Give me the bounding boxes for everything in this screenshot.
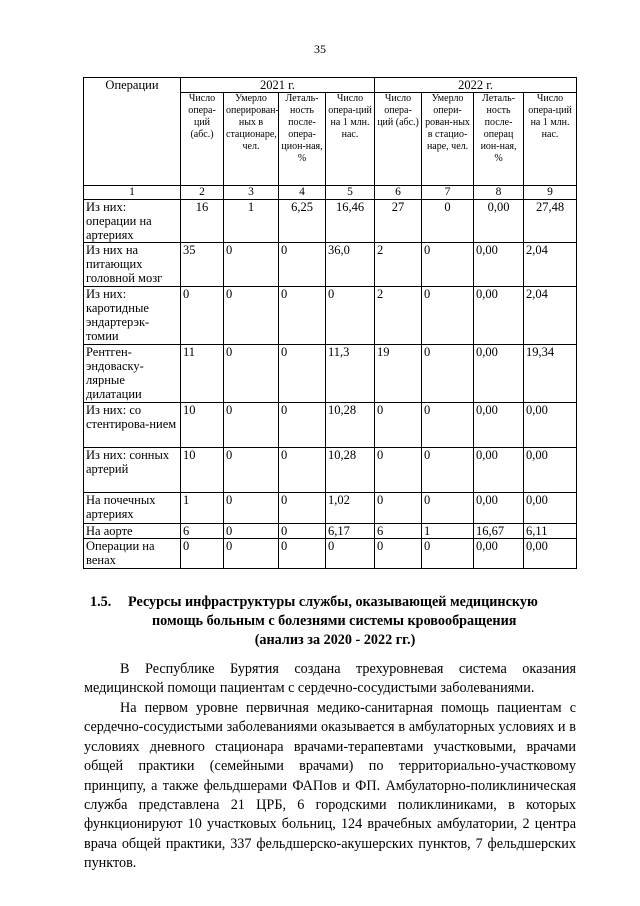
table-cell: 0 bbox=[224, 403, 279, 448]
table-cell: 0,00 bbox=[474, 200, 524, 243]
row-label: На аорте bbox=[84, 524, 181, 539]
paragraph: На первом уровне первичная медико-санитарная помощь пациентам с сердечно-сосудистыми заболеваниями оказывается в амбулаторных условиях и в условиях дневного стационара врачами-терапевтами участковыми, врачами общей практики (семейными врачами) по территориально-участковому принципу, а также фельдшерами ФАПов и ФП. Амбулаторно-поликлиническая служба представлена 21 ЦРБ, 6 городскими поликлиниками, в которых функционируют 10 участковых больниц, 124 врачебных амбулатории, 2 центра врача общей практики, 337 фельдшерско-акушерских пунктов, 7 фельдшерских пунктов. bbox=[84, 700, 576, 872]
table-cell: 2,04 bbox=[524, 243, 577, 287]
operations-table bbox=[83, 77, 577, 569]
column-number: 5 bbox=[326, 186, 375, 200]
table-cell: 0 bbox=[181, 539, 224, 569]
table-cell: 16,46 bbox=[326, 200, 375, 243]
table-cell: 6 bbox=[375, 524, 422, 539]
table-cell: 0,00 bbox=[524, 448, 577, 493]
table-cell: 16 bbox=[181, 200, 224, 243]
header-ops-count-2022: Число опера-ций (абс.) bbox=[375, 93, 422, 186]
header-per-million-2021: Число опера-ций на 1 млн. нас. bbox=[326, 93, 375, 186]
table-cell: 0 bbox=[375, 539, 422, 569]
table-row bbox=[84, 493, 577, 524]
section-title-line-2: помощь больным с болезнями системы кровообращения bbox=[152, 613, 517, 629]
section-title-line-3: (анализ за 2020 - 2022 гг.) bbox=[254, 632, 416, 648]
table-cell: 0,00 bbox=[524, 539, 577, 569]
table-cell: 0 bbox=[224, 287, 279, 345]
table-cell: 10,28 bbox=[326, 448, 375, 493]
table-cell: 1 bbox=[422, 524, 474, 539]
table-cell: 19 bbox=[375, 345, 422, 403]
table-cell: 0 bbox=[422, 403, 474, 448]
table-cell: 0,00 bbox=[474, 243, 524, 287]
table-cell: 0 bbox=[375, 403, 422, 448]
table-cell: 0,00 bbox=[524, 403, 577, 448]
table-cell: 0 bbox=[422, 287, 474, 345]
table-row bbox=[84, 448, 577, 493]
table-cell: 0 bbox=[279, 524, 326, 539]
row-label: Из них: сонных артерий bbox=[84, 448, 181, 493]
header-operations: Операции bbox=[84, 78, 181, 186]
column-number: 2 bbox=[181, 186, 224, 200]
column-number: 8 bbox=[474, 186, 524, 200]
table-cell: 36,0 bbox=[326, 243, 375, 287]
table-cell: 0 bbox=[224, 448, 279, 493]
column-number: 3 bbox=[224, 186, 279, 200]
table-cell: 6,11 bbox=[524, 524, 577, 539]
table-cell: 0,00 bbox=[474, 493, 524, 524]
paragraph-intro bbox=[84, 660, 576, 699]
table-cell: 6 bbox=[181, 524, 224, 539]
table-row bbox=[84, 345, 577, 403]
header-died-2021: Умерло оперирован-ных в стационаре, чел. bbox=[224, 93, 279, 186]
table-cell: 11,3 bbox=[326, 345, 375, 403]
table-cell: 10 bbox=[181, 448, 224, 493]
table-cell: 10,28 bbox=[326, 403, 375, 448]
table-cell: 0,00 bbox=[524, 493, 577, 524]
table-cell: 0 bbox=[279, 243, 326, 287]
header-year-2021: 2021 г. bbox=[181, 78, 375, 93]
table-cell: 1 bbox=[181, 493, 224, 524]
table-cell: 0,00 bbox=[474, 539, 524, 569]
table-cell: 0 bbox=[224, 243, 279, 287]
column-number: 6 bbox=[375, 186, 422, 200]
table-cell: 6,25 bbox=[279, 200, 326, 243]
table-cell: 6,17 bbox=[326, 524, 375, 539]
section-number: 1.5. bbox=[90, 594, 112, 610]
table-cell: 0 bbox=[375, 448, 422, 493]
paragraph: В Республике Бурятия создана трехуровневая система оказания медицинской помощи пациентам с сердечно-сосудистыми заболеваниями. bbox=[84, 661, 576, 697]
table-cell: 2 bbox=[375, 243, 422, 287]
table-cell: 0 bbox=[279, 539, 326, 569]
column-number: 9 bbox=[524, 186, 577, 200]
table-cell: 0 bbox=[422, 539, 474, 569]
page-number: 35 bbox=[314, 42, 326, 56]
section-title-line-1: Ресурсы инфраструктуры службы, оказывающей медицинскую bbox=[128, 594, 538, 610]
table-cell: 0 bbox=[181, 287, 224, 345]
row-label: На почечных артериях bbox=[84, 493, 181, 524]
paragraph-first-level bbox=[84, 699, 576, 874]
row-label: Из них: со стентирова-нием bbox=[84, 403, 181, 448]
row-label: Рентген-эндоваску-лярные дилатации bbox=[84, 345, 181, 403]
table-cell: 0 bbox=[326, 539, 375, 569]
column-number: 1 bbox=[84, 186, 181, 200]
table-cell: 0 bbox=[224, 524, 279, 539]
table-cell: 0 bbox=[375, 493, 422, 524]
table-cell: 0 bbox=[422, 493, 474, 524]
table-cell: 0,00 bbox=[474, 448, 524, 493]
header-ops-count-2021: Число опера-ций (абс.) bbox=[181, 93, 224, 186]
table-cell: 0 bbox=[422, 448, 474, 493]
table-row bbox=[84, 539, 577, 569]
table-row bbox=[84, 243, 577, 287]
column-number: 4 bbox=[279, 186, 326, 200]
table-cell: 0 bbox=[279, 448, 326, 493]
table-cell: 0 bbox=[422, 200, 474, 243]
header-lethality-2021: Леталь-ность после-опера-цион-ная, % bbox=[279, 93, 326, 186]
table-cell: 1 bbox=[224, 200, 279, 243]
row-label: Из них: каротидные эндартерэк-томии bbox=[84, 287, 181, 345]
table-cell: 35 bbox=[181, 243, 224, 287]
table-row bbox=[84, 287, 577, 345]
header-per-million-2022: Число опера-ций на 1 млн. нас. bbox=[524, 93, 577, 186]
table-row bbox=[84, 524, 577, 539]
table-cell: 16,67 bbox=[474, 524, 524, 539]
table-cell: 2,04 bbox=[524, 287, 577, 345]
column-number: 7 bbox=[422, 186, 474, 200]
table-cell: 0 bbox=[422, 243, 474, 287]
table-cell: 0 bbox=[279, 493, 326, 524]
table-cell: 0 bbox=[279, 345, 326, 403]
table-cell: 0 bbox=[224, 493, 279, 524]
table-cell: 0,00 bbox=[474, 287, 524, 345]
table-cell: 0 bbox=[279, 287, 326, 345]
table-row bbox=[84, 200, 577, 243]
header-year-2022: 2022 г. bbox=[375, 78, 577, 93]
table-cell: 27 bbox=[375, 200, 422, 243]
table-cell: 1,02 bbox=[326, 493, 375, 524]
table-cell: 11 bbox=[181, 345, 224, 403]
table-cell: 19,34 bbox=[524, 345, 577, 403]
table-cell: 0 bbox=[224, 345, 279, 403]
header-died-2022: Умерло опери-рован-ных в стацио-наре, чел. bbox=[422, 93, 474, 186]
table-cell: 0,00 bbox=[474, 345, 524, 403]
table-row bbox=[84, 403, 577, 448]
header-lethality-2022: Леталь-ность после-операц ион-ная, % bbox=[474, 93, 524, 186]
table-cell: 27,48 bbox=[524, 200, 577, 243]
table-cell: 10 bbox=[181, 403, 224, 448]
table-cell: 0 bbox=[224, 539, 279, 569]
table-cell: 0,00 bbox=[474, 403, 524, 448]
table-cell: 0 bbox=[279, 403, 326, 448]
row-label: Из них на питающих головной мозг bbox=[84, 243, 181, 287]
table-cell: 0 bbox=[326, 287, 375, 345]
table-cell: 0 bbox=[422, 345, 474, 403]
row-label: Операции на венах bbox=[84, 539, 181, 569]
table-cell: 2 bbox=[375, 287, 422, 345]
row-label: Из них: операции на артериях bbox=[84, 200, 181, 243]
